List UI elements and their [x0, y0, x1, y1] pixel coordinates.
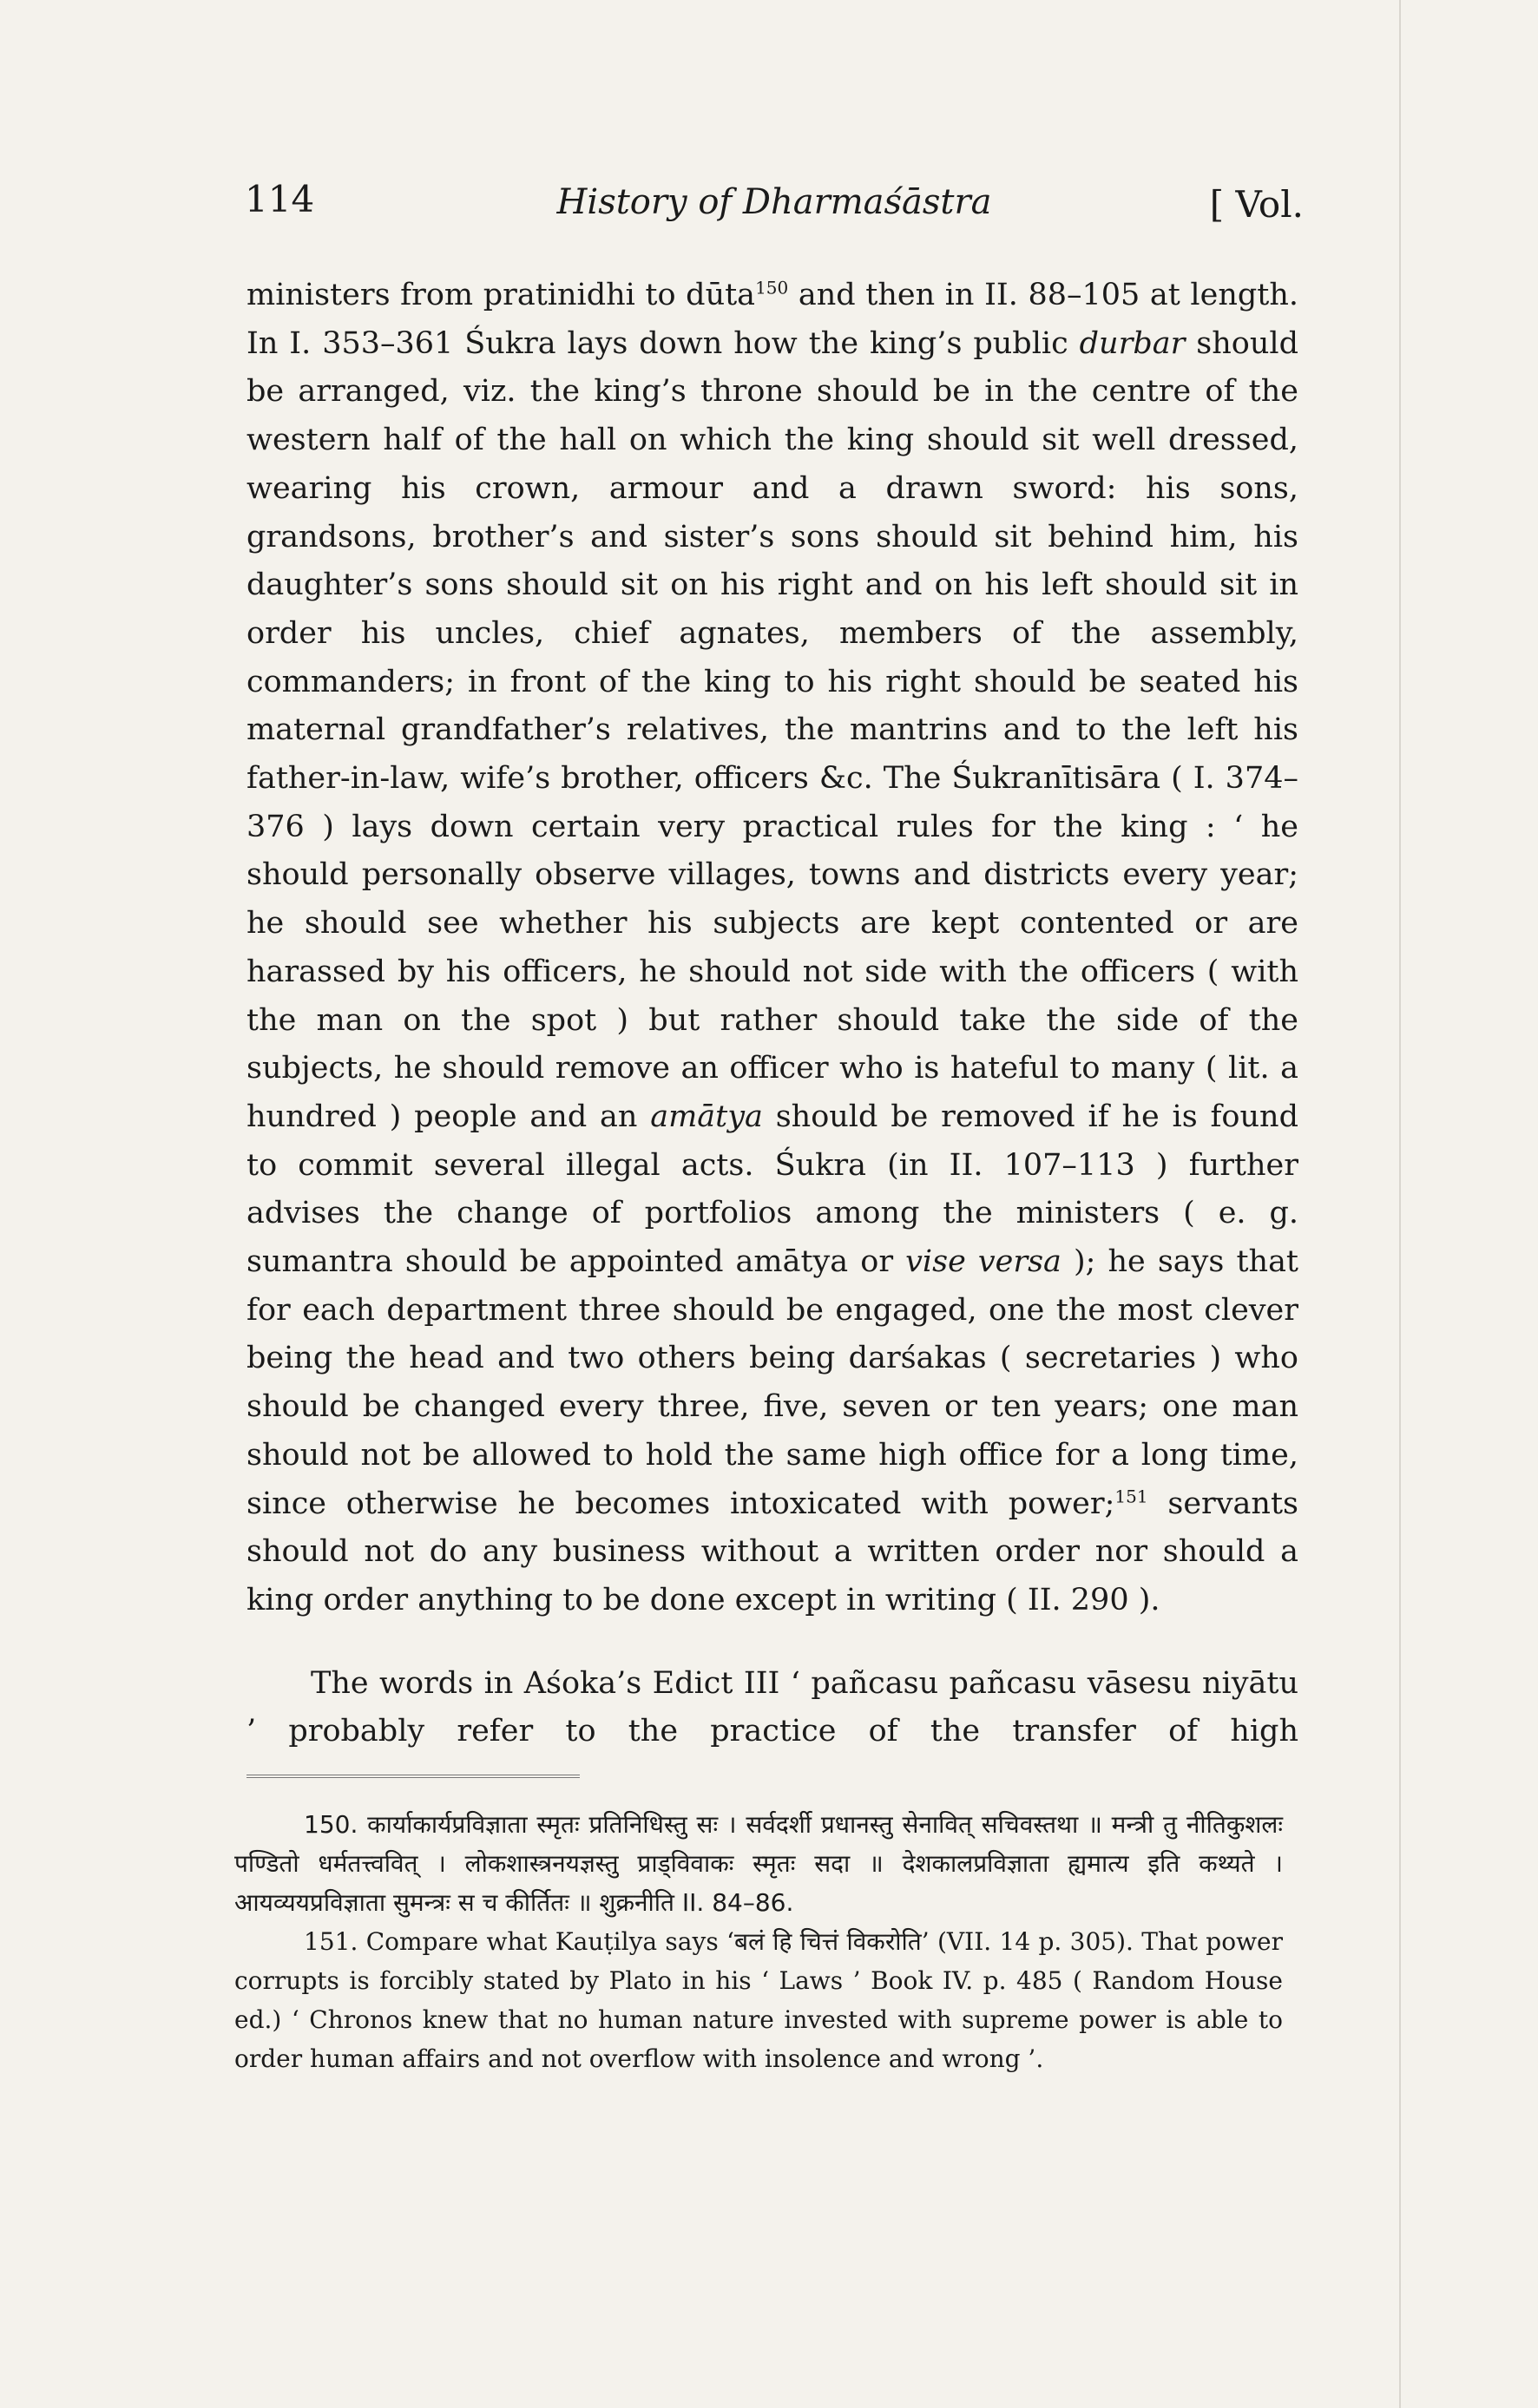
footnote-150-number: 150. — [304, 1810, 358, 1839]
footnote-150 — [234, 1805, 1283, 1922]
footnote-ref-150[interactable]: 150 — [755, 277, 789, 299]
main-text — [246, 272, 1298, 1756]
footnotes — [234, 1805, 1283, 2078]
footnote-151: 151. Compare what Kauṭilya says ‘बलं हि चित्तं विकरोति’ (VII. 14 p. 305). That power corrupts is forcibly stated by Plato in his ‘ Laws ’ Book IV. p. 485 ( Random House ed.) ‘ Chronos knew that no human nature invested with supreme power is able to order human affairs and not overflow with insolence and wrong ’. — [234, 1927, 1284, 2073]
volume-label: [ Vol. — [1209, 183, 1304, 226]
page-header — [245, 178, 1304, 230]
paragraph-2: The words in Aśoka’s Edict III ‘ pañcasu pañcasu vāsesu niyātu ’ probably refer to the practice of the transfer of high — [246, 1665, 1298, 1749]
page-number: 114 — [245, 178, 315, 220]
footnote-151-sanskrit: बलं हि चित्तं विकरोति — [733, 1927, 922, 1956]
paragraph-1: ministers from pratinidhi to dūta$^{150}$ and then in II. 88–105 at length. In I. 353–361 Śukra lays down how the king’s public durbar should be arranged, viz. the king’s throne should be in the centre of the western half of the hall on which the king should sit well dressed, wearing his crown, armour and a drawn sword: his sons, grandsons, brother’s and sister’s sons should sit behind him, his daughter’s sons should sit on his right and on his left should sit in order his uncles, chief agnates, members of the assembly, commanders; in front of the king to his right should be seated his maternal grandfather’s relatives, the mantrins and to the left his father-in-law, wife’s brother, officers &c. The Śukranītisāra ( I. 374–376 ) lays down certain very practical rules for the king : ‘ he should personally observe villages, towns and districts every year; he should see whether his subjects are kept contented or are harassed by his officers, he should not side with the officers ( with the man on the spot ) but rather should take the side of the subjects, he should remove an officer who is hateful to many ( lit. a hundred ) people and an amātya should be removed if he is found to commit several illegal acts. Śukra (in II. 107–113 ) further advises the change of portfolios among the ministers ( e. g. sumantra should be appointed amātya or vise versa ); he says that for each department three should be engaged, one the most clever being the head and two others being darśakas ( secretaries ) who should be changed every three, five, seven or ten years; one man should not be allowed to hold the same high office for a long time, since otherwise he becomes intoxicated with power;$^{151}$ servants should not do any business without a written order nor should a king order anything to be done except in writing ( II. 290 ). — [246, 277, 1299, 1617]
footnote-151-number: 151. — [304, 1927, 358, 1956]
scan-edge-line — [1399, 0, 1401, 2408]
running-title: History of Dharmaśāstra — [556, 182, 992, 222]
footnote-150-text: कार्याकार्यप्रविज्ञाता स्मृतः प्रतिनिधिस्तु सः । सर्वदर्शी प्रधानस्तु सेनावित् सचिवस्तथा ॥ मन्त्री तु नीतिकुशलः पण्डितो धर्मतत्त्ववित् । लोकशास्त्रनयज्ञस्तु प्राड्विवाकः स्मृतः सदा ॥ देशकालप्रविज्ञाता ह्यमात्य इति कथ्यते । आयव्ययप्रविज्ञाता सुमन्त्रः स च कीर्तितः ॥ शुक्रनीति II. 84–86. — [234, 1810, 1284, 1917]
footnote-separator — [246, 1775, 580, 1778]
footnote-ref-151[interactable]: 151 — [1114, 1485, 1148, 1506]
